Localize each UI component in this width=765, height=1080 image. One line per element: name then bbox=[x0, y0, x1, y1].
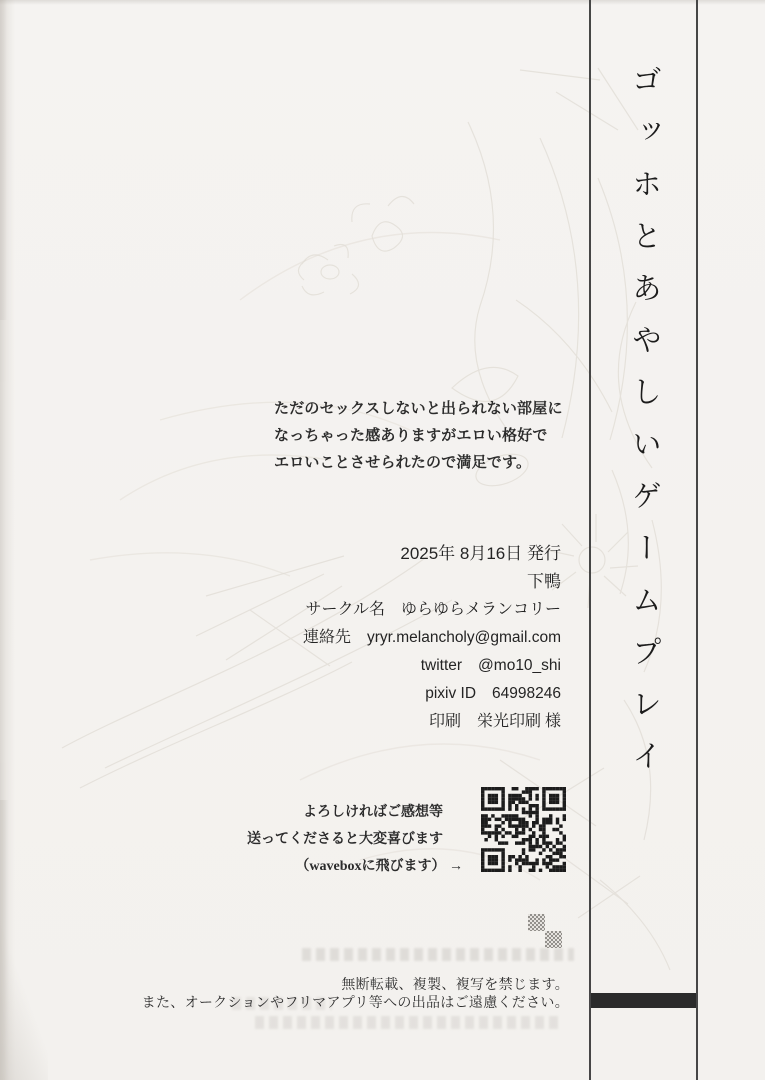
author-comment bbox=[274, 396, 563, 477]
contact-row bbox=[303, 624, 561, 652]
legal-notice bbox=[142, 976, 569, 1011]
book-title-column bbox=[590, 64, 697, 792]
page-bleedthrough-row bbox=[255, 1016, 561, 1029]
scan-corner-smudge bbox=[0, 920, 48, 1080]
pixel-checker-deco-icon bbox=[528, 914, 545, 931]
publication-info bbox=[303, 540, 561, 736]
wavebox-qr-code bbox=[481, 787, 566, 872]
comment-line: ただのセックスしないと出られない部屋に bbox=[274, 401, 563, 417]
pixiv-label: pixiv ID bbox=[425, 685, 477, 702]
circle-name-value: ゆらゆらメランコリー bbox=[400, 601, 561, 618]
legal-line: 無断転載、複製、複写を禁じます。 bbox=[341, 976, 569, 992]
scan-top-edge-shadow bbox=[0, 0, 765, 5]
feedback-note bbox=[247, 799, 463, 880]
twitter-handle: @mo10_shi bbox=[478, 657, 561, 674]
pixiv-row bbox=[303, 680, 561, 708]
twitter-row bbox=[303, 652, 561, 680]
circle-name-row bbox=[303, 596, 561, 624]
scan-left-edge-shadow bbox=[0, 0, 16, 1080]
comment-line: エロいことさせられたので満足です。 bbox=[274, 455, 532, 471]
pixel-checker-deco-icon bbox=[545, 931, 562, 948]
feedback-line: よろしければご感想等 bbox=[303, 805, 443, 820]
printer-label: 印刷 bbox=[428, 713, 461, 730]
book-title-vertical: ゴッホとあやしいゲームプレイ bbox=[627, 64, 660, 792]
page-bleedthrough-row bbox=[302, 948, 574, 961]
publish-date: 2025年 8月16日 発行 bbox=[400, 544, 561, 563]
twitter-label: twitter bbox=[420, 657, 463, 674]
circle-name-label: サークル名 bbox=[305, 601, 385, 618]
comment-line: なっちゃった感ありますがエロい格好で bbox=[274, 428, 548, 444]
printer-row bbox=[303, 708, 561, 736]
pixiv-id: 64998246 bbox=[492, 685, 561, 702]
title-column-black-bar bbox=[591, 993, 697, 1008]
printer-name: 栄光印刷 様 bbox=[476, 713, 561, 730]
legal-line: また、オークションやフリマアプリ等への出品はご遠慮ください。 bbox=[141, 993, 569, 1010]
feedback-line-with-arrow-icon: （waveboxに飛びます） → bbox=[295, 859, 463, 874]
contact-label: 連絡先 bbox=[302, 629, 351, 646]
feedback-line: 送ってくださると大変喜びます bbox=[247, 832, 443, 847]
publish-event: 下鴨 bbox=[527, 572, 561, 591]
contact-email: yryr.melancholy@gmail.com bbox=[366, 629, 561, 646]
